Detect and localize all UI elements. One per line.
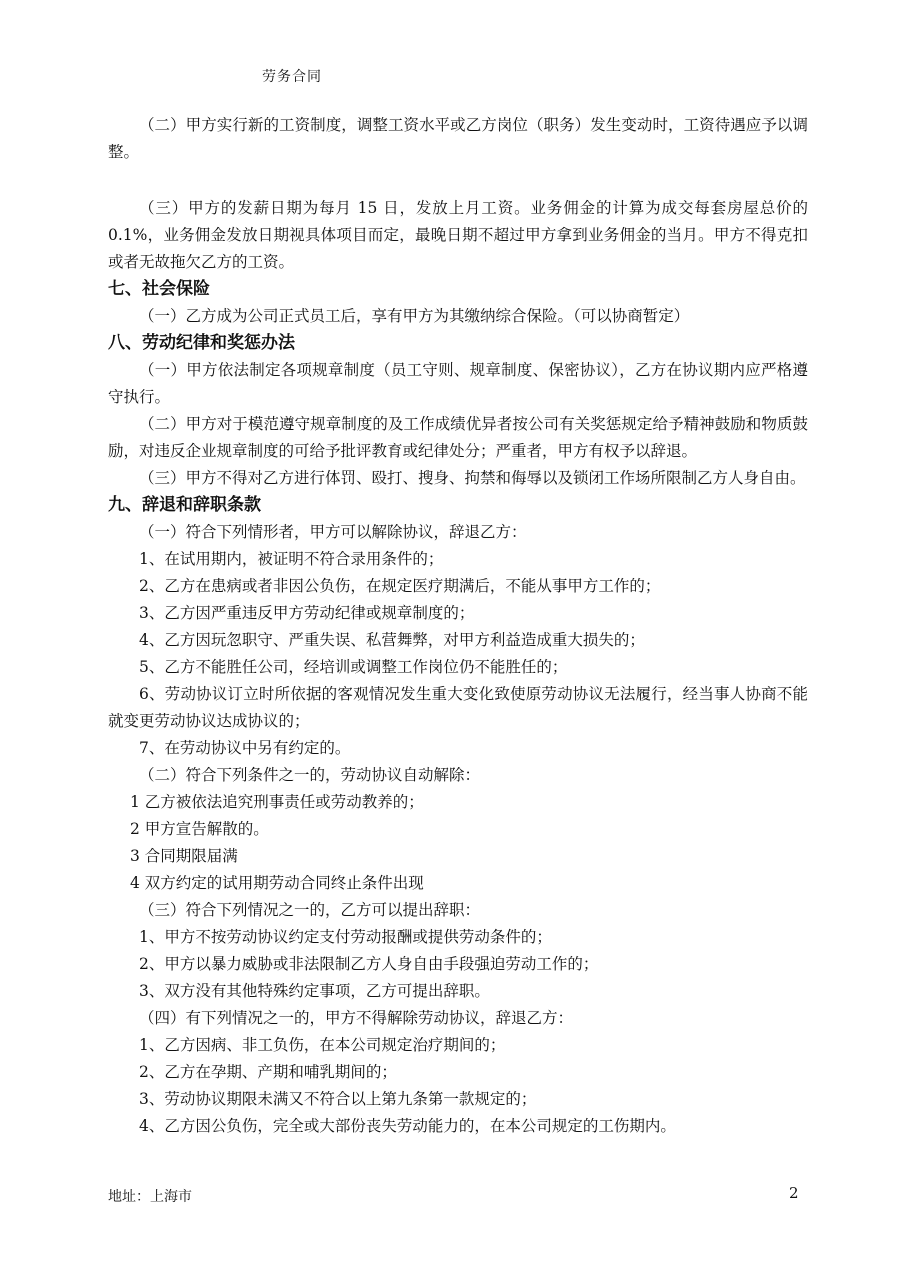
list-item: 2、乙方在孕期、产期和哺乳期间的； bbox=[139, 1063, 397, 1081]
footer-address: 地址：上海市 bbox=[108, 1189, 192, 1205]
paragraph: （三）甲方不得对乙方进行体罚、殴打、搜身、拘禁和侮辱以及锁闭工作场所限制乙方人身自由。 bbox=[139, 469, 806, 487]
spacer bbox=[108, 166, 808, 195]
list-item: 3、乙方因严重违反甲方劳动纪律或规章制度的； bbox=[139, 604, 475, 622]
section-heading: 八、劳动纪律和奖惩办法 bbox=[108, 333, 295, 353]
paragraph: （一）甲方依法制定各项规章制度（员工守则、规章制度、保密协议），乙方在协议期内应严格遵守执行。 bbox=[108, 361, 808, 406]
running-header: 劳务合同 bbox=[262, 69, 322, 85]
list-item: 3、双方没有其他特殊约定事项，乙方可提出辞职。 bbox=[139, 982, 490, 1000]
paragraph: （三）甲方的发薪日期为每月 15 日，发放上月工资。业务佣金的计算为成交每套房屋总价的 0.1%，业务佣金发放日期视具体项目而定，最晚日期不超过甲方拿到业务佣金的当月。甲方不得克扣或者无故拖欠乙方的工资。 bbox=[108, 199, 808, 271]
list-item: 1、在试用期内，被证明不符合录用条件的； bbox=[139, 550, 444, 568]
paragraph: （二）甲方实行新的工资制度，调整工资水平或乙方岗位（职务）发生变动时，工资待遇应予以调整。 bbox=[108, 116, 808, 161]
paragraph: （二）符合下列条件之一的，劳动协议自动解除： bbox=[139, 766, 481, 784]
list-item: 2、甲方以暴力威胁或非法限制乙方人身自由手段强迫劳动工作的； bbox=[139, 955, 599, 973]
paragraph: （三）符合下列情况之一的，乙方可以提出辞职： bbox=[139, 901, 481, 919]
paragraph: （二）甲方对于模范遵守规章制度的及工作成绩优异者按公司有关奖惩规定给予精神鼓励和物质鼓励，对违反企业规章制度的可给予批评教育或纪律处分；严重者，甲方有权予以辞退。 bbox=[108, 415, 808, 460]
list-item: 3 合同期限届满 bbox=[130, 847, 238, 865]
list-item: 1、甲方不按劳动协议约定支付劳动报酬或提供劳动条件的； bbox=[139, 928, 552, 946]
document-body bbox=[108, 112, 808, 1140]
list-item: 1 乙方被依法追究刑事责任或劳动教养的； bbox=[130, 793, 424, 811]
section-heading: 九、辞退和辞职条款 bbox=[108, 495, 261, 515]
paragraph: （一）符合下列情形者，甲方可以解除协议，辞退乙方： bbox=[139, 523, 527, 541]
list-item: 3、劳动协议期限未满又不符合以上第九条第一款规定的； bbox=[139, 1090, 537, 1108]
paragraph: （四）有下列情况之一的，甲方不得解除劳动协议，辞退乙方： bbox=[139, 1009, 574, 1027]
list-item: 4、乙方因公负伤，完全或大部份丧失劳动能力的，在本公司规定的工伤期内。 bbox=[139, 1117, 676, 1135]
list-item: 2 甲方宣告解散的。 bbox=[130, 820, 269, 838]
list-item: 2、乙方在患病或者非因公负伤，在规定医疗期满后，不能从事甲方工作的； bbox=[139, 577, 661, 595]
page-number: 2 bbox=[789, 1184, 799, 1202]
list-item: 1、乙方因病、非工负伤，在本公司规定治疗期间的； bbox=[139, 1036, 506, 1054]
list-item: 5、乙方不能胜任公司，经培训或调整工作岗位仍不能胜任的； bbox=[139, 658, 568, 676]
paragraph: （一）乙方成为公司正式员工后，享有甲方为其缴纳综合保险。（可以协商暂定） bbox=[139, 307, 690, 325]
list-item: 4、乙方因玩忽职守、严重失误、私营舞弊，对甲方利益造成重大损失的； bbox=[139, 631, 645, 649]
list-item: 7、在劳动协议中另有约定的。 bbox=[139, 739, 351, 757]
list-item: 4 双方约定的试用期劳动合同终止条件出现 bbox=[130, 874, 424, 892]
section-heading: 七、社会保险 bbox=[108, 279, 210, 299]
list-item: 6、劳动协议订立时所依据的客观情况发生重大变化致使原劳动协议无法履行，经当事人协商不能就变更劳动协议达成协议的； bbox=[108, 685, 808, 730]
